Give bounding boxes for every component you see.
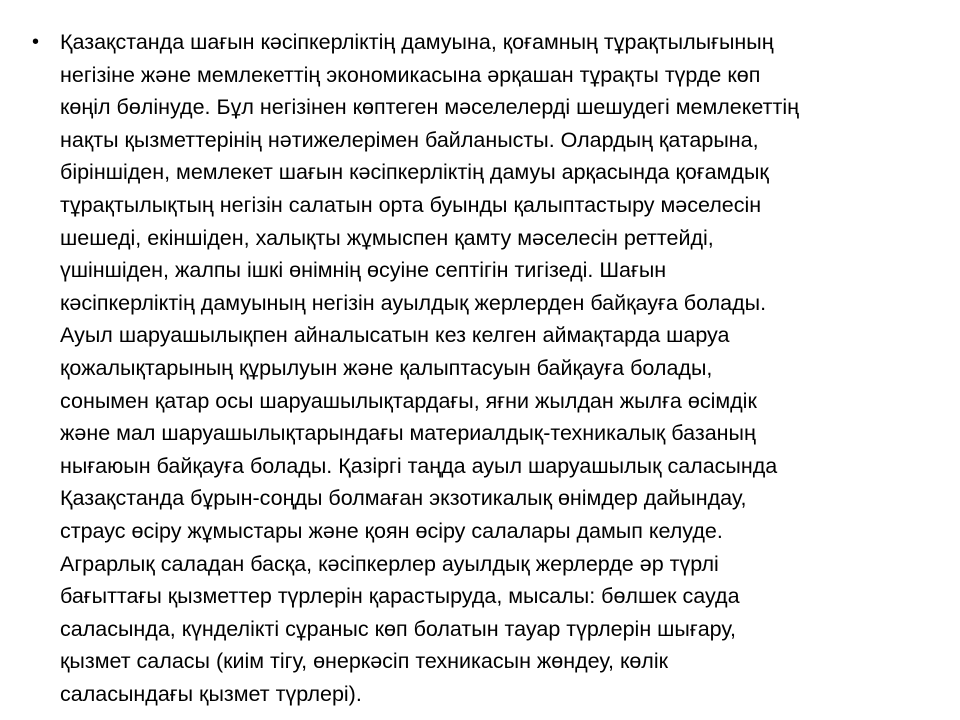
text-line: Қазақстанда бұрын-соңды болмаған экзотикалық өнімдер дайындау, <box>60 486 747 511</box>
text-line: және мал шаруашылықтарындағы материалдық-техникалық базаның <box>60 421 756 446</box>
text-line: негізіне және мемлекеттің экономикасына әрқашан тұрақты түрде көп <box>60 62 761 87</box>
text-line: Қазақстанда шағын кәсіпкерліктің дамуына, қоғамның тұрақтылығының <box>60 30 774 54</box>
text-line: біріншіден, мемлекет шағын кәсіпкерліктің дамуы арқасында қоғамдық <box>60 160 769 185</box>
text-line: саласында, күнделікті сұраныс көп болатын тауар түрлерін шығару, <box>60 616 736 641</box>
text-line: тұрақтылықтың негізін салатын орта буынды қалыптастыру мәселесін <box>60 192 762 217</box>
bullet-icon: • <box>32 31 40 53</box>
bullet-paragraph <box>30 26 930 710</box>
text-line: бағыттағы қызметтер түрлерін қарастыруда, мысалы: бөлшек сауда <box>60 584 740 609</box>
paragraph-text <box>60 26 930 710</box>
text-line: саласындағы қызмет түрлері). <box>60 681 362 706</box>
text-line: көңіл бөлінуде. Бұл негізінен көптеген мәселелерді шешудегі мемлекеттің <box>60 95 799 120</box>
text-line: қызмет саласы (киім тігу, өнеркәсіп техникасын жөндеу, көлік <box>60 649 669 674</box>
text-line: шешеді, екіншіден, халықты жұмыспен қамту мәселесін реттейді, <box>60 225 714 250</box>
text-line: қожалықтарының құрылуын және қалыптасуын байқауға болады, <box>60 355 713 380</box>
slide-content <box>30 26 930 710</box>
text-line: Ауыл шаруашылықпен айналысатын кез келген аймақтарда шаруа <box>60 323 730 348</box>
text-line: Аграрлық саладан басқа, кәсіпкерлер ауылдық жерлерде әр түрлі <box>60 551 719 576</box>
text-line: нығаюын байқауға болады. Қазіргі таңда ауыл шаруашылық саласында <box>60 453 778 478</box>
text-line: сонымен қатар осы шаруашылықтардағы, яғни жылдан жылға өсімдік <box>60 388 757 413</box>
text-line: үшіншіден, жалпы ішкі өнімнің өсуіне септігін тигізеді. Шағын <box>60 258 667 283</box>
text-line: нақты қызметтерінің нәтижелерімен байланысты. Олардың қатарына, <box>60 127 759 152</box>
text-line: страус өсіру жұмыстары және қоян өсіру салалары дамып келуде. <box>60 518 723 543</box>
text-line: кәсіпкерліктің дамуының негізін ауылдық жерлерден байқауға болады. <box>60 290 767 315</box>
